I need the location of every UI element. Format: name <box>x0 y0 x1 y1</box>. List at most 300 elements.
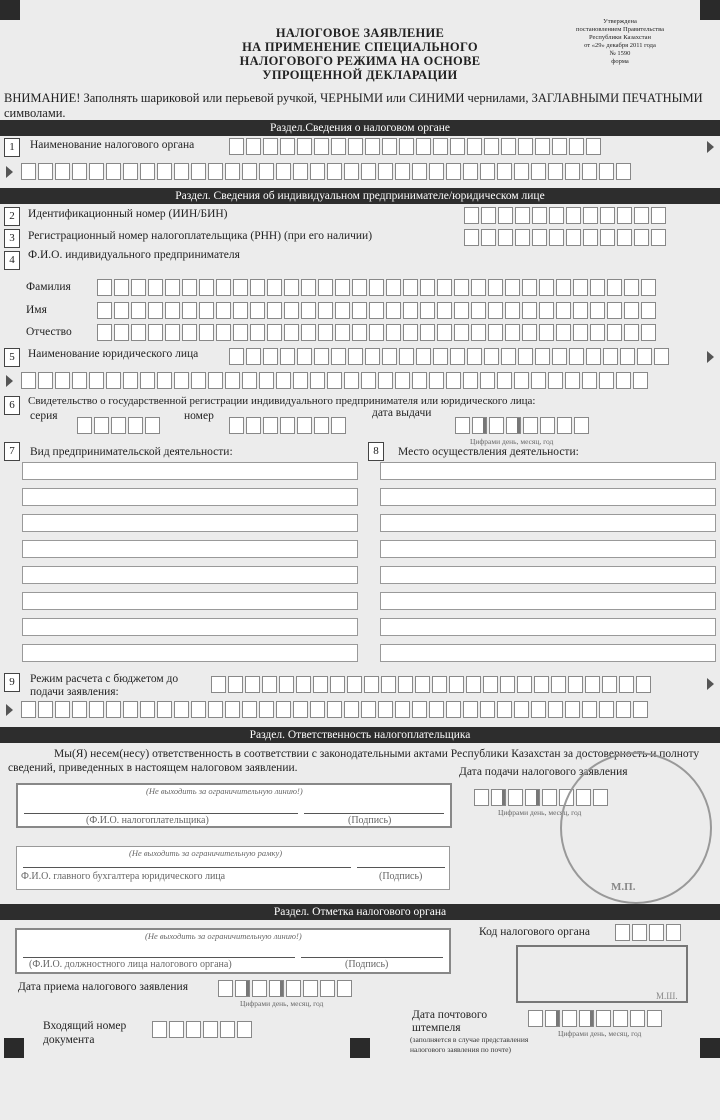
char-cell[interactable] <box>140 701 155 718</box>
legal-entity-name-cells-row2[interactable] <box>21 372 648 389</box>
char-cell[interactable] <box>365 348 380 365</box>
char-cell[interactable] <box>624 324 639 341</box>
char-cell[interactable] <box>586 138 601 155</box>
char-cell[interactable] <box>412 701 427 718</box>
char-cell[interactable] <box>55 163 70 180</box>
char-cell[interactable] <box>55 701 70 718</box>
postmark-date-cells[interactable] <box>528 1010 662 1027</box>
char-cell[interactable] <box>269 980 284 997</box>
accountant-signature-box[interactable] <box>16 846 450 890</box>
char-cell[interactable] <box>454 302 469 319</box>
char-cell[interactable] <box>484 138 499 155</box>
char-cell[interactable] <box>616 372 631 389</box>
char-cell[interactable] <box>331 138 346 155</box>
char-cell[interactable] <box>548 701 563 718</box>
char-cell[interactable] <box>416 348 431 365</box>
budget-regime-cells[interactable] <box>211 676 651 693</box>
char-cell[interactable] <box>641 302 656 319</box>
char-cell[interactable] <box>114 279 129 296</box>
char-cell[interactable] <box>218 980 233 997</box>
char-cell[interactable] <box>634 229 649 246</box>
char-cell[interactable] <box>647 1010 662 1027</box>
char-cell[interactable] <box>432 676 447 693</box>
char-cell[interactable] <box>267 324 282 341</box>
char-cell[interactable] <box>483 676 498 693</box>
char-cell[interactable] <box>191 372 206 389</box>
char-cell[interactable] <box>335 324 350 341</box>
char-cell[interactable] <box>412 163 427 180</box>
char-cell[interactable] <box>633 701 648 718</box>
char-cell[interactable] <box>344 372 359 389</box>
char-cell[interactable] <box>228 676 243 693</box>
activity-location-line[interactable] <box>380 488 716 506</box>
char-cell[interactable] <box>557 417 572 434</box>
char-cell[interactable] <box>157 163 172 180</box>
char-cell[interactable] <box>651 229 666 246</box>
char-cell[interactable] <box>437 279 452 296</box>
char-cell[interactable] <box>250 302 265 319</box>
char-cell[interactable] <box>579 1010 594 1027</box>
char-cell[interactable] <box>573 324 588 341</box>
char-cell[interactable] <box>94 417 109 434</box>
char-cell[interactable] <box>613 1010 628 1027</box>
char-cell[interactable] <box>72 701 87 718</box>
activity-location-line[interactable] <box>380 566 716 584</box>
char-cell[interactable] <box>463 163 478 180</box>
char-cell[interactable] <box>501 138 516 155</box>
char-cell[interactable] <box>497 701 512 718</box>
char-cell[interactable] <box>229 348 244 365</box>
char-cell[interactable] <box>310 701 325 718</box>
char-cell[interactable] <box>111 417 126 434</box>
char-cell[interactable] <box>263 138 278 155</box>
char-cell[interactable] <box>123 701 138 718</box>
activity-type-line[interactable] <box>22 462 358 480</box>
char-cell[interactable] <box>242 372 257 389</box>
char-cell[interactable] <box>463 701 478 718</box>
char-cell[interactable] <box>301 279 316 296</box>
char-cell[interactable] <box>515 229 530 246</box>
legal-entity-name-cells[interactable] <box>229 348 669 365</box>
char-cell[interactable] <box>666 924 681 941</box>
char-cell[interactable] <box>522 279 537 296</box>
char-cell[interactable] <box>331 417 346 434</box>
char-cell[interactable] <box>378 372 393 389</box>
char-cell[interactable] <box>296 676 311 693</box>
char-cell[interactable] <box>565 372 580 389</box>
char-cell[interactable] <box>472 417 487 434</box>
char-cell[interactable] <box>450 348 465 365</box>
char-cell[interactable] <box>297 417 312 434</box>
char-cell[interactable] <box>437 302 452 319</box>
char-cell[interactable] <box>607 279 622 296</box>
char-cell[interactable] <box>403 324 418 341</box>
char-cell[interactable] <box>314 417 329 434</box>
char-cell[interactable] <box>497 372 512 389</box>
char-cell[interactable] <box>586 348 601 365</box>
char-cell[interactable] <box>186 1021 201 1038</box>
char-cell[interactable] <box>637 348 652 365</box>
char-cell[interactable] <box>252 980 267 997</box>
activity-location-line[interactable] <box>380 514 716 532</box>
char-cell[interactable] <box>562 1010 577 1027</box>
char-cell[interactable] <box>654 348 669 365</box>
char-cell[interactable] <box>607 324 622 341</box>
char-cell[interactable] <box>89 163 104 180</box>
char-cell[interactable] <box>549 229 564 246</box>
char-cell[interactable] <box>21 163 36 180</box>
char-cell[interactable] <box>191 701 206 718</box>
char-cell[interactable] <box>420 302 435 319</box>
char-cell[interactable] <box>522 302 537 319</box>
char-cell[interactable] <box>280 417 295 434</box>
char-cell[interactable] <box>267 279 282 296</box>
char-cell[interactable] <box>630 1010 645 1027</box>
char-cell[interactable] <box>590 324 605 341</box>
char-cell[interactable] <box>327 701 342 718</box>
activity-type-line[interactable] <box>22 644 358 662</box>
char-cell[interactable] <box>617 207 632 224</box>
name-cells[interactable] <box>97 302 656 319</box>
char-cell[interactable] <box>582 701 597 718</box>
char-cell[interactable] <box>583 229 598 246</box>
char-cell[interactable] <box>528 1010 543 1027</box>
char-cell[interactable] <box>585 676 600 693</box>
char-cell[interactable] <box>293 372 308 389</box>
char-cell[interactable] <box>505 279 520 296</box>
char-cell[interactable] <box>583 207 598 224</box>
char-cell[interactable] <box>590 302 605 319</box>
char-cell[interactable] <box>369 302 384 319</box>
char-cell[interactable] <box>259 372 274 389</box>
char-cell[interactable] <box>330 676 345 693</box>
char-cell[interactable] <box>199 302 214 319</box>
char-cell[interactable] <box>599 163 614 180</box>
char-cell[interactable] <box>433 138 448 155</box>
char-cell[interactable] <box>237 1021 252 1038</box>
char-cell[interactable] <box>636 676 651 693</box>
char-cell[interactable] <box>314 138 329 155</box>
char-cell[interactable] <box>480 372 495 389</box>
char-cell[interactable] <box>233 324 248 341</box>
char-cell[interactable] <box>488 324 503 341</box>
char-cell[interactable] <box>259 163 274 180</box>
char-cell[interactable] <box>514 372 529 389</box>
char-cell[interactable] <box>556 324 571 341</box>
char-cell[interactable] <box>38 701 53 718</box>
activity-location-line[interactable] <box>380 592 716 610</box>
activity-location-line[interactable] <box>380 540 716 558</box>
char-cell[interactable] <box>386 279 401 296</box>
activity-type-line[interactable] <box>22 592 358 610</box>
char-cell[interactable] <box>540 417 555 434</box>
char-cell[interactable] <box>123 163 138 180</box>
incoming-number-cells[interactable] <box>152 1021 252 1038</box>
char-cell[interactable] <box>276 701 291 718</box>
char-cell[interactable] <box>403 279 418 296</box>
char-cell[interactable] <box>569 138 584 155</box>
char-cell[interactable] <box>505 324 520 341</box>
char-cell[interactable] <box>539 279 554 296</box>
char-cell[interactable] <box>506 417 521 434</box>
char-cell[interactable] <box>361 701 376 718</box>
char-cell[interactable] <box>497 163 512 180</box>
char-cell[interactable] <box>624 302 639 319</box>
char-cell[interactable] <box>263 417 278 434</box>
char-cell[interactable] <box>552 348 567 365</box>
char-cell[interactable] <box>174 163 189 180</box>
char-cell[interactable] <box>364 676 379 693</box>
char-cell[interactable] <box>106 701 121 718</box>
char-cell[interactable] <box>72 372 87 389</box>
char-cell[interactable] <box>348 348 363 365</box>
char-cell[interactable] <box>229 138 244 155</box>
char-cell[interactable] <box>165 302 180 319</box>
char-cell[interactable] <box>600 229 615 246</box>
char-cell[interactable] <box>293 701 308 718</box>
char-cell[interactable] <box>488 302 503 319</box>
char-cell[interactable] <box>600 207 615 224</box>
char-cell[interactable] <box>208 701 223 718</box>
char-cell[interactable] <box>582 163 597 180</box>
char-cell[interactable] <box>145 417 160 434</box>
char-cell[interactable] <box>157 372 172 389</box>
char-cell[interactable] <box>573 302 588 319</box>
char-cell[interactable] <box>318 279 333 296</box>
char-cell[interactable] <box>381 676 396 693</box>
char-cell[interactable] <box>77 417 92 434</box>
char-cell[interactable] <box>106 163 121 180</box>
char-cell[interactable] <box>525 789 540 806</box>
char-cell[interactable] <box>599 372 614 389</box>
char-cell[interactable] <box>566 207 581 224</box>
char-cell[interactable] <box>211 676 226 693</box>
char-cell[interactable] <box>72 163 87 180</box>
char-cell[interactable] <box>514 701 529 718</box>
official-signature-box[interactable] <box>15 928 451 974</box>
char-cell[interactable] <box>474 789 489 806</box>
char-cell[interactable] <box>347 676 362 693</box>
char-cell[interactable] <box>539 302 554 319</box>
char-cell[interactable] <box>114 324 129 341</box>
char-cell[interactable] <box>616 163 631 180</box>
char-cell[interactable] <box>454 324 469 341</box>
char-cell[interactable] <box>301 324 316 341</box>
char-cell[interactable] <box>157 701 172 718</box>
char-cell[interactable] <box>471 302 486 319</box>
char-cell[interactable] <box>505 302 520 319</box>
char-cell[interactable] <box>403 302 418 319</box>
char-cell[interactable] <box>454 279 469 296</box>
char-cell[interactable] <box>429 701 444 718</box>
char-cell[interactable] <box>515 207 530 224</box>
char-cell[interactable] <box>352 302 367 319</box>
char-cell[interactable] <box>641 279 656 296</box>
char-cell[interactable] <box>280 348 295 365</box>
char-cell[interactable] <box>233 279 248 296</box>
char-cell[interactable] <box>152 1021 167 1038</box>
char-cell[interactable] <box>399 138 414 155</box>
char-cell[interactable] <box>165 324 180 341</box>
char-cell[interactable] <box>242 701 257 718</box>
char-cell[interactable] <box>518 348 533 365</box>
char-cell[interactable] <box>620 348 635 365</box>
char-cell[interactable] <box>235 980 250 997</box>
char-cell[interactable] <box>624 279 639 296</box>
char-cell[interactable] <box>97 279 112 296</box>
char-cell[interactable] <box>208 372 223 389</box>
char-cell[interactable] <box>246 348 261 365</box>
char-cell[interactable] <box>279 676 294 693</box>
char-cell[interactable] <box>352 324 367 341</box>
char-cell[interactable] <box>565 701 580 718</box>
tax-authority-name-cells[interactable] <box>229 138 601 155</box>
issue-date-cells[interactable] <box>455 417 589 434</box>
char-cell[interactable] <box>250 324 265 341</box>
char-cell[interactable] <box>284 279 299 296</box>
char-cell[interactable] <box>318 302 333 319</box>
activity-location-line[interactable] <box>380 618 716 636</box>
char-cell[interactable] <box>267 302 282 319</box>
tax-authority-name-cells-row2[interactable] <box>21 163 631 180</box>
char-cell[interactable] <box>596 1010 611 1027</box>
char-cell[interactable] <box>466 676 481 693</box>
char-cell[interactable] <box>38 163 53 180</box>
char-cell[interactable] <box>531 163 546 180</box>
char-cell[interactable] <box>412 372 427 389</box>
char-cell[interactable] <box>378 701 393 718</box>
char-cell[interactable] <box>415 676 430 693</box>
char-cell[interactable] <box>382 348 397 365</box>
char-cell[interactable] <box>216 302 231 319</box>
char-cell[interactable] <box>545 1010 560 1027</box>
char-cell[interactable] <box>542 789 557 806</box>
char-cell[interactable] <box>140 372 155 389</box>
char-cell[interactable] <box>182 324 197 341</box>
char-cell[interactable] <box>386 324 401 341</box>
char-cell[interactable] <box>633 372 648 389</box>
char-cell[interactable] <box>498 229 513 246</box>
char-cell[interactable] <box>449 676 464 693</box>
char-cell[interactable] <box>464 207 479 224</box>
char-cell[interactable] <box>446 701 461 718</box>
char-cell[interactable] <box>320 980 335 997</box>
char-cell[interactable] <box>229 417 244 434</box>
char-cell[interactable] <box>395 701 410 718</box>
char-cell[interactable] <box>518 138 533 155</box>
char-cell[interactable] <box>498 207 513 224</box>
char-cell[interactable] <box>131 324 146 341</box>
char-cell[interactable] <box>259 701 274 718</box>
char-cell[interactable] <box>242 163 257 180</box>
char-cell[interactable] <box>429 163 444 180</box>
char-cell[interactable] <box>293 163 308 180</box>
char-cell[interactable] <box>327 372 342 389</box>
activity-location-line[interactable] <box>380 462 716 480</box>
char-cell[interactable] <box>480 701 495 718</box>
activity-type-line[interactable] <box>22 488 358 506</box>
char-cell[interactable] <box>471 279 486 296</box>
char-cell[interactable] <box>361 372 376 389</box>
char-cell[interactable] <box>532 229 547 246</box>
char-cell[interactable] <box>489 417 504 434</box>
char-cell[interactable] <box>128 417 143 434</box>
char-cell[interactable] <box>216 279 231 296</box>
char-cell[interactable] <box>455 417 470 434</box>
char-cell[interactable] <box>532 207 547 224</box>
char-cell[interactable] <box>467 348 482 365</box>
char-cell[interactable] <box>429 372 444 389</box>
char-cell[interactable] <box>548 163 563 180</box>
char-cell[interactable] <box>617 229 632 246</box>
char-cell[interactable] <box>632 924 647 941</box>
char-cell[interactable] <box>619 676 634 693</box>
char-cell[interactable] <box>548 372 563 389</box>
char-cell[interactable] <box>382 138 397 155</box>
char-cell[interactable] <box>378 163 393 180</box>
char-cell[interactable] <box>174 701 189 718</box>
char-cell[interactable] <box>199 324 214 341</box>
char-cell[interactable] <box>531 701 546 718</box>
char-cell[interactable] <box>318 324 333 341</box>
char-cell[interactable] <box>21 701 36 718</box>
char-cell[interactable] <box>263 348 278 365</box>
char-cell[interactable] <box>331 348 346 365</box>
char-cell[interactable] <box>233 302 248 319</box>
taxpayer-signature-box[interactable] <box>16 783 452 828</box>
char-cell[interactable] <box>246 138 261 155</box>
char-cell[interactable] <box>399 348 414 365</box>
char-cell[interactable] <box>174 372 189 389</box>
char-cell[interactable] <box>488 279 503 296</box>
char-cell[interactable] <box>446 163 461 180</box>
char-cell[interactable] <box>437 324 452 341</box>
char-cell[interactable] <box>615 924 630 941</box>
char-cell[interactable] <box>481 207 496 224</box>
char-cell[interactable] <box>603 348 618 365</box>
char-cell[interactable] <box>246 417 261 434</box>
char-cell[interactable] <box>501 348 516 365</box>
char-cell[interactable] <box>182 302 197 319</box>
char-cell[interactable] <box>344 163 359 180</box>
char-cell[interactable] <box>574 417 589 434</box>
char-cell[interactable] <box>535 138 550 155</box>
activity-location-line[interactable] <box>380 644 716 662</box>
char-cell[interactable] <box>327 163 342 180</box>
char-cell[interactable] <box>165 279 180 296</box>
char-cell[interactable] <box>446 372 461 389</box>
char-cell[interactable] <box>344 701 359 718</box>
char-cell[interactable] <box>535 348 550 365</box>
char-cell[interactable] <box>106 372 121 389</box>
char-cell[interactable] <box>297 348 312 365</box>
char-cell[interactable] <box>284 302 299 319</box>
char-cell[interactable] <box>398 676 413 693</box>
char-cell[interactable] <box>534 676 549 693</box>
char-cell[interactable] <box>225 163 240 180</box>
budget-regime-cells-row2[interactable] <box>21 701 648 718</box>
char-cell[interactable] <box>395 372 410 389</box>
activity-type-line[interactable] <box>22 514 358 532</box>
char-cell[interactable] <box>182 279 197 296</box>
char-cell[interactable] <box>169 1021 184 1038</box>
char-cell[interactable] <box>131 302 146 319</box>
rnn-cells[interactable] <box>464 229 666 246</box>
char-cell[interactable] <box>297 138 312 155</box>
char-cell[interactable] <box>522 324 537 341</box>
char-cell[interactable] <box>310 372 325 389</box>
char-cell[interactable] <box>301 302 316 319</box>
